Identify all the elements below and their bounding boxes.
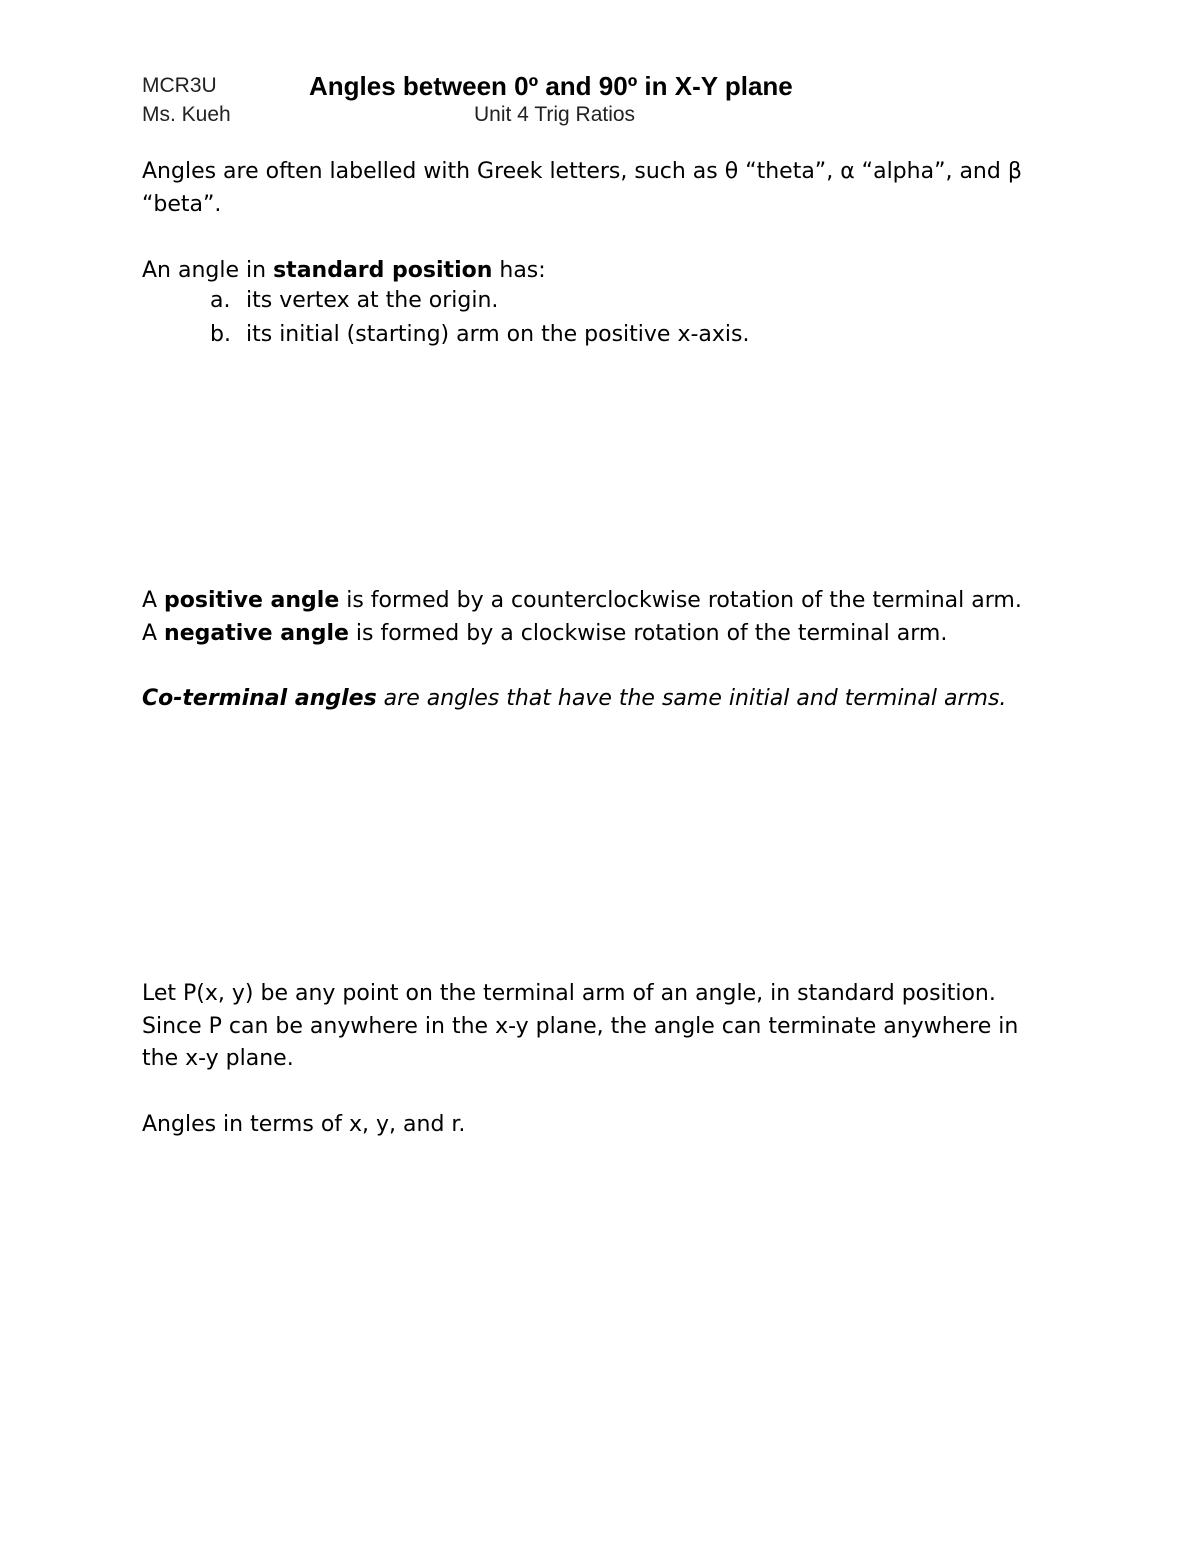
list-item — [210, 288, 498, 313]
list-marker: b. — [210, 322, 231, 347]
angle-direction-definitions — [142, 585, 1062, 650]
intro-paragraph: Angles are often labelled with Greek letters, such as θ “theta”, α “alpha”, and β “beta”. — [142, 159, 1022, 217]
list-item-text: its vertex at the origin. — [246, 288, 499, 313]
teacher-name: Ms. Kueh — [142, 103, 231, 126]
point-p-paragraph: Let P(x, y) be any point on the terminal arm of an angle, in standard position. Since P can be anywhere in the x-y plane, the angle can terminate anywhere in the x-y plane. — [142, 981, 1019, 1071]
term-coterminal-angles: Co-terminal angles — [142, 686, 377, 711]
standard-position-definition: An angle in standard position has: — [142, 258, 546, 283]
negative-angle-definition: A negative angle is formed by a clockwise rotation of the terminal arm. — [142, 620, 948, 646]
list-marker: a. — [210, 288, 231, 313]
course-code: MCR3U — [142, 74, 217, 97]
coterminal-definition: Co-terminal angles are angles that have the same initial and terminal arms. — [142, 686, 1007, 711]
page-title: Angles between 0º and 90º in X-Y plane — [309, 71, 793, 101]
list-item-text: its initial (starting) arm on the positive x-axis. — [246, 322, 750, 347]
unit-label: Unit 4 Trig Ratios — [474, 103, 636, 126]
list-item — [210, 322, 749, 347]
term-positive-angle: positive angle — [164, 588, 340, 613]
term-standard-position: standard position — [273, 258, 493, 283]
angles-xyr-line: Angles in terms of x, y, and r. — [142, 1112, 466, 1137]
positive-angle-definition: A positive angle is formed by a counterclockwise rotation of the terminal arm. — [142, 588, 1022, 613]
term-negative-angle: negative angle — [164, 620, 349, 646]
